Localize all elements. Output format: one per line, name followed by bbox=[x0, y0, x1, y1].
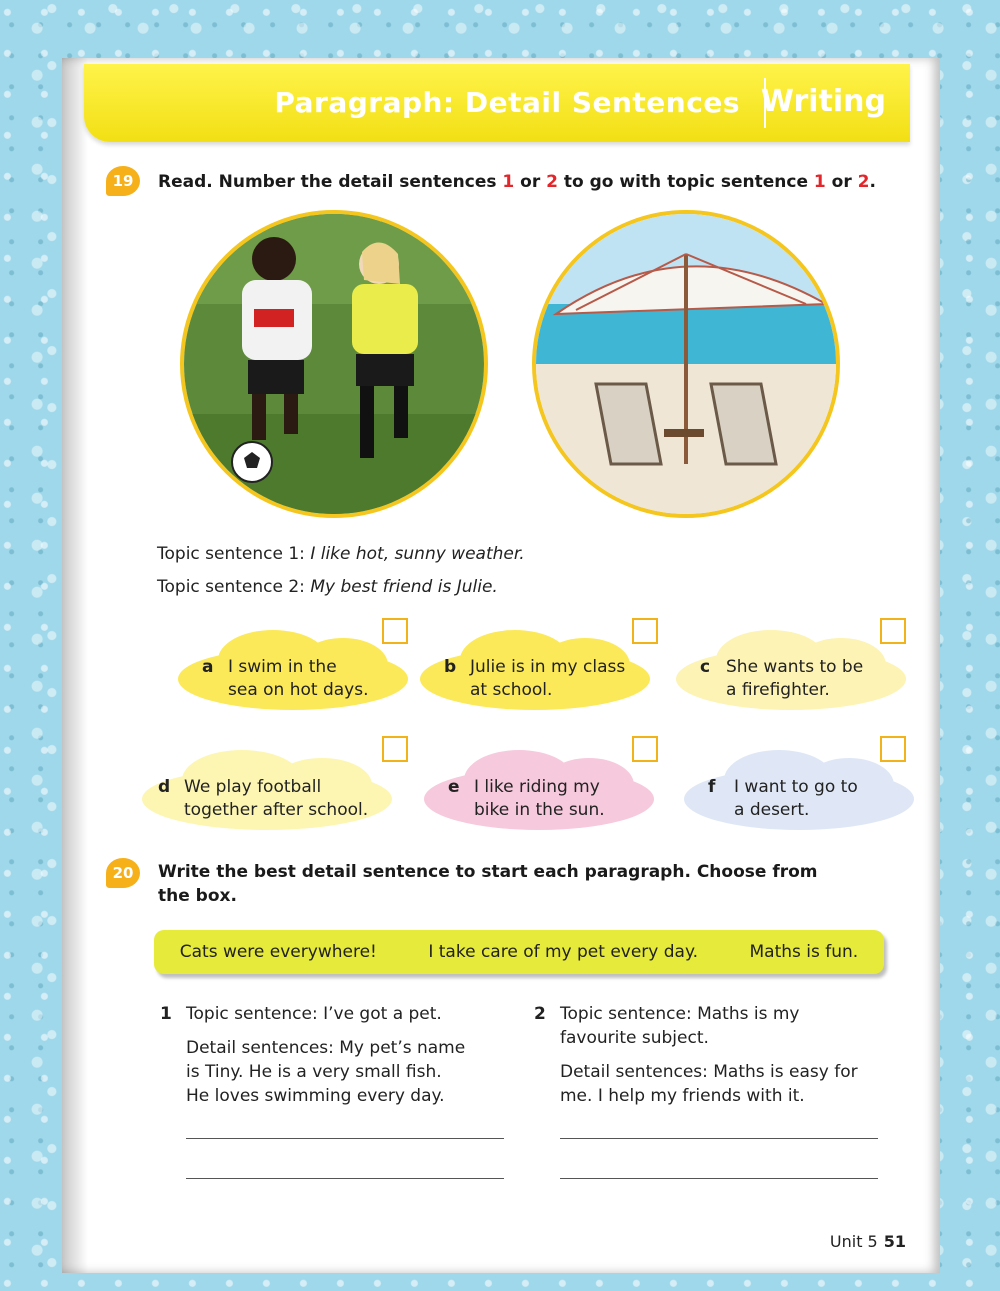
header-title: Paragraph: Detail Sentences bbox=[274, 86, 740, 119]
choice-2: I take care of my pet every day. bbox=[428, 942, 699, 962]
answer-line-2b[interactable] bbox=[560, 1178, 878, 1179]
detail-cloud-d: d We play football together after school. bbox=[142, 746, 392, 830]
detail-cloud-e: e I like riding my bike in the sun. bbox=[424, 746, 654, 830]
checkbox-c[interactable] bbox=[880, 618, 906, 644]
page-footer: Unit 5 51 bbox=[829, 1232, 906, 1251]
section-header bbox=[84, 64, 910, 142]
exercise-20-badge: 20 bbox=[106, 858, 140, 888]
checkbox-b[interactable] bbox=[632, 618, 658, 644]
answer-line-2a[interactable] bbox=[560, 1138, 878, 1139]
topic-sentence-2: Topic sentence 2: My best friend is Julie. bbox=[157, 577, 498, 597]
detail-cloud-c: c She wants to be a firefighter. bbox=[676, 626, 906, 710]
checkbox-e[interactable] bbox=[632, 736, 658, 762]
detail-cloud-f: f I want to go to a desert. bbox=[684, 746, 914, 830]
checkbox-a[interactable] bbox=[382, 618, 408, 644]
detail-cloud-a: a I swim in the sea on hot days. bbox=[178, 626, 408, 710]
topic-sentence-1: Topic sentence 1: I like hot, sunny weather. bbox=[157, 544, 525, 564]
checkbox-f[interactable] bbox=[880, 736, 906, 762]
choice-1: Cats were everywhere! bbox=[179, 942, 377, 962]
football-photo bbox=[180, 210, 488, 518]
answer-line-1b[interactable] bbox=[186, 1178, 504, 1179]
exercise-19-badge: 19 bbox=[106, 166, 140, 196]
choice-3: Maths is fun. bbox=[749, 942, 859, 962]
question-2: 2 Topic sentence: Maths is my favourite subject. Detail sentences: Maths is easy for me. I help my friends with it. bbox=[534, 1004, 858, 1106]
beach-photo bbox=[532, 210, 840, 518]
exercise-20-instruction: Write the best detail sentence to start each paragraph. Choose from the box. bbox=[158, 862, 818, 906]
workbook-page bbox=[62, 58, 940, 1273]
checkbox-d[interactable] bbox=[382, 736, 408, 762]
answer-choice-box bbox=[154, 930, 884, 974]
detail-cloud-b: b Julie is in my class at school. bbox=[420, 626, 650, 710]
question-1: 1 Topic sentence: I’ve got a pet. Detail sentences: My pet’s name is Tiny. He is a very small fish. He loves swimming every day. bbox=[160, 1004, 466, 1106]
header-section: Writing bbox=[760, 84, 886, 119]
exercise-19-instruction: Read. Number the detail sentences 1 or 2 to go with topic sentence 1 or 2. bbox=[158, 172, 876, 192]
answer-line-1a[interactable] bbox=[186, 1138, 504, 1139]
